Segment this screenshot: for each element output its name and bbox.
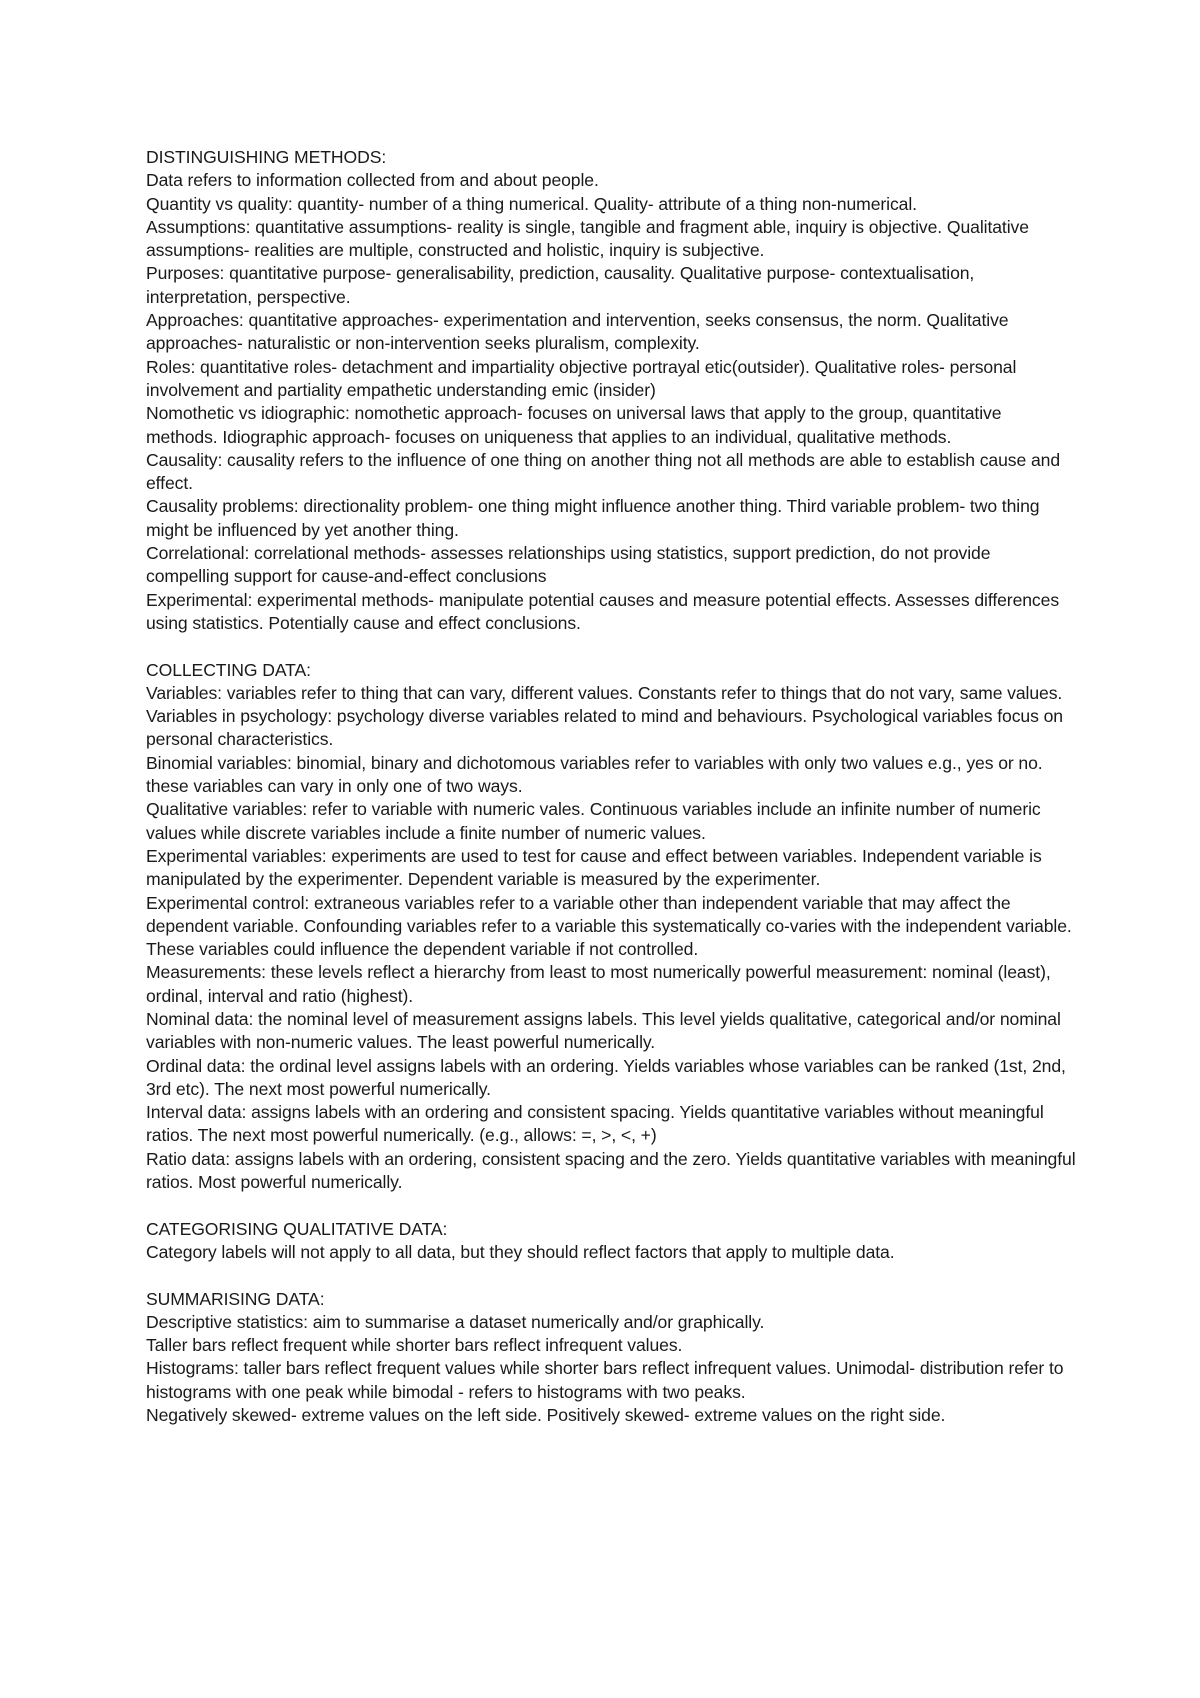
section-heading: CATEGORISING QUALITATIVE DATA: — [146, 1218, 448, 1239]
paragraph: Ordinal data: the ordinal level assigns labels with an ordering. Yields variables whose variables can be ranked (1st, 2nd, 3rd etc). The next most powerful numerically. — [146, 1055, 1066, 1099]
paragraph: Approaches: quantitative approaches- experimentation and intervention, seeks consensus, the norm. Qualitative approaches- naturalistic or non-intervention seeks pluralism, complexity. — [146, 310, 1009, 354]
paragraph: Roles: quantitative roles- detachment and impartiality objective portrayal etic(outsider). Qualitative roles- personal involvement and partiality empathetic understanding emic (insider) — [146, 356, 1017, 400]
paragraph: Measurements: these levels reflect a hierarchy from least to most numerically powerful measurement: nominal (least), ordinal, interval and ratio (highest). — [146, 962, 1051, 1006]
section-collecting-data — [146, 659, 1076, 1195]
paragraph: Causality problems: directionality problem- one thing might influence another thing. Third variable problem- two thing might be influenced by yet another thing. — [146, 496, 1040, 540]
document-page — [146, 146, 1076, 1427]
paragraph: Histograms: taller bars reflect frequent values while shorter bars reflect infrequent values. Unimodal- distribution refer to histograms with one peak while bimodal - refers to histograms with two peaks. — [146, 1358, 1064, 1402]
paragraph: Nominal data: the nominal level of measurement assigns labels. This level yields qualitative, categorical and/or nominal variables with non-numeric values. The least powerful numerically. — [146, 1008, 1061, 1053]
paragraph: Variables in psychology: psychology diverse variables related to mind and behaviours. Psychological variables focus on personal characteristics. — [146, 706, 1063, 750]
section-heading: COLLECTING DATA: — [146, 659, 311, 680]
paragraph: Experimental control: extraneous variables refer to a variable other than independent variable that may affect the dependent variable. Confounding variables refer to a variable this systematically co-varies with the independent variable. These variables could influence the dependent variable if not controlled. — [146, 892, 1072, 960]
section-spacer — [146, 1194, 1076, 1217]
paragraph: Interval data: assigns labels with an ordering and consistent spacing. Yields quantitative variables without meaningful ratios. The next most powerful numerically. (e.g., allows: =, >, <, +) — [146, 1102, 1044, 1146]
paragraph: Experimental: experimental methods- manipulate potential causes and measure potential effects. Assesses differences using statistics. Potentially cause and effect conclusions. — [146, 589, 1060, 633]
paragraph: Correlational: correlational methods- assesses relationships using statistics, support prediction, do not provide compelling support for cause-and-effect conclusions — [146, 543, 991, 587]
section-summarising-data — [146, 1288, 1076, 1428]
paragraph: Assumptions: quantitative assumptions- reality is single, tangible and fragment able, inquiry is objective. Qualitative assumptions- realities are multiple, constructed and holistic, inquiry is subjective. — [146, 216, 1029, 261]
paragraph: Category labels will not apply to all data, but they should reflect factors that apply to multiple data. — [146, 1241, 895, 1262]
paragraph: Causality: causality refers to the influence of one thing on another thing not all methods are able to establish cause and effect. — [146, 449, 1061, 494]
paragraph: Data refers to information collected from and about people. — [146, 170, 599, 191]
section-categorising-qualitative-data — [146, 1218, 1076, 1265]
paragraph: Nomothetic vs idiographic: nomothetic approach- focuses on universal laws that apply to the group, quantitative methods. Idiographic approach- focuses on uniqueness that applies to an individual, qualitative methods. — [146, 403, 1002, 447]
section-heading: SUMMARISING DATA: — [146, 1288, 325, 1309]
paragraph: Ratio data: assigns labels with an ordering, consistent spacing and the zero. Yields quantitative variables with meaningful ratios. Most powerful numerically. — [146, 1148, 1076, 1193]
paragraph: Purposes: quantitative purpose- generalisability, prediction, causality. Qualitative purpose- contextualisation, interpretation, perspective. — [146, 263, 975, 307]
section-spacer — [146, 1264, 1076, 1287]
paragraph: Descriptive statistics: aim to summarise a dataset numerically and/or graphically. — [146, 1311, 765, 1332]
paragraph: Taller bars reflect frequent while shorter bars reflect infrequent values. — [146, 1335, 683, 1356]
section-spacer — [146, 635, 1076, 658]
section-heading: DISTINGUISHING METHODS: — [146, 147, 387, 167]
section-distinguishing-methods — [146, 146, 1076, 635]
paragraph: Qualitative variables: refer to variable with numeric vales. Continuous variables include an infinite number of numeric values while discrete variables include a finite number of numeric values. — [146, 799, 1041, 843]
paragraph: Variables: variables refer to thing that can vary, different values. Constants refer to things that do not vary, same values. — [146, 682, 1063, 703]
paragraph: Negatively skewed- extreme values on the left side. Positively skewed- extreme values on the right side. — [146, 1405, 946, 1426]
paragraph: Quantity vs quality: quantity- number of a thing numerical. Quality- attribute of a thing non-numerical. — [146, 193, 917, 214]
paragraph: Experimental variables: experiments are used to test for cause and effect between variables. Independent variable is manipulated by the experimenter. Dependent variable is measured by the experimenter. — [146, 845, 1042, 890]
paragraph: Binomial variables: binomial, binary and dichotomous variables refer to variables with only two values e.g., yes or no. these variables can vary in only one of two ways. — [146, 752, 1043, 797]
